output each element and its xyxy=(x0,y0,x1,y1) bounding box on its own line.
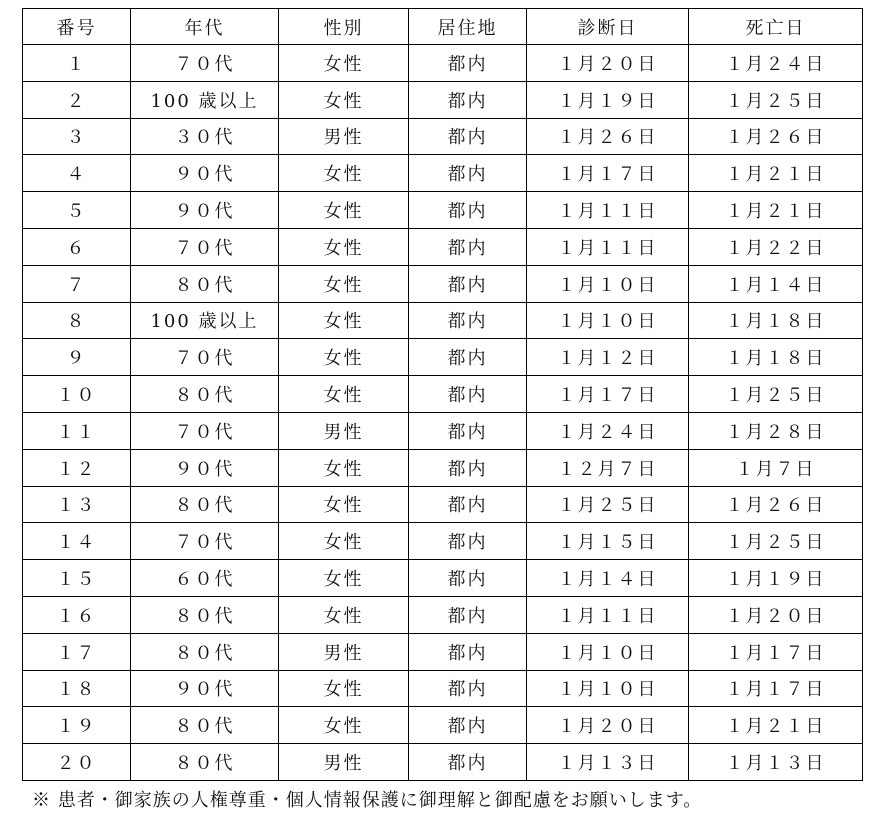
cell-age-group: 100 歳以上 xyxy=(131,302,279,339)
cell-number: １ xyxy=(23,45,131,82)
cell-residence: 都内 xyxy=(409,376,527,413)
cell-death-date: １月２５日 xyxy=(689,523,863,560)
cell-number: １７ xyxy=(23,633,131,670)
cell-number: ３ xyxy=(23,118,131,155)
table-row xyxy=(23,670,863,707)
cell-number: ５ xyxy=(23,192,131,229)
cell-diagnosis-date: １月２４日 xyxy=(527,412,689,449)
cases-table-container xyxy=(22,8,862,781)
cell-number: １０ xyxy=(23,376,131,413)
cell-sex: 女性 xyxy=(279,228,409,265)
header-residence: 居住地 xyxy=(409,9,527,45)
table-row xyxy=(23,302,863,339)
cell-diagnosis-date: １月１１日 xyxy=(527,596,689,633)
cell-age-group: ８０代 xyxy=(131,707,279,744)
table-row xyxy=(23,155,863,192)
cell-age-group: ９０代 xyxy=(131,192,279,229)
cell-sex: 女性 xyxy=(279,45,409,82)
cell-death-date: １月１４日 xyxy=(689,265,863,302)
cell-number: １５ xyxy=(23,560,131,597)
cell-diagnosis-date: １月２０日 xyxy=(527,707,689,744)
cell-residence: 都内 xyxy=(409,302,527,339)
cell-age-group: 100 歳以上 xyxy=(131,81,279,118)
cell-residence: 都内 xyxy=(409,81,527,118)
cell-sex: 女性 xyxy=(279,560,409,597)
cell-sex: 女性 xyxy=(279,302,409,339)
cell-residence: 都内 xyxy=(409,523,527,560)
header-sex: 性別 xyxy=(279,9,409,45)
cell-age-group: ７０代 xyxy=(131,228,279,265)
cell-number: １４ xyxy=(23,523,131,560)
cell-age-group: ７０代 xyxy=(131,45,279,82)
cell-diagnosis-date: １月１４日 xyxy=(527,560,689,597)
cell-sex: 女性 xyxy=(279,265,409,302)
header-diagnosis-date: 診断日 xyxy=(527,9,689,45)
cell-number: １６ xyxy=(23,596,131,633)
cell-death-date: １月２２日 xyxy=(689,228,863,265)
cell-number: ８ xyxy=(23,302,131,339)
cell-death-date: １月１７日 xyxy=(689,670,863,707)
table-row xyxy=(23,523,863,560)
table-row xyxy=(23,376,863,413)
cell-residence: 都内 xyxy=(409,192,527,229)
cell-age-group: ８０代 xyxy=(131,744,279,781)
cell-sex: 女性 xyxy=(279,339,409,376)
cell-death-date: １月２６日 xyxy=(689,118,863,155)
cell-age-group: ６０代 xyxy=(131,560,279,597)
table-row xyxy=(23,265,863,302)
cell-residence: 都内 xyxy=(409,118,527,155)
cell-age-group: ８０代 xyxy=(131,376,279,413)
cell-age-group: ７０代 xyxy=(131,523,279,560)
cell-diagnosis-date: １２月７日 xyxy=(527,449,689,486)
table-row xyxy=(23,81,863,118)
cell-residence: 都内 xyxy=(409,412,527,449)
cell-sex: 女性 xyxy=(279,670,409,707)
cell-residence: 都内 xyxy=(409,265,527,302)
cell-residence: 都内 xyxy=(409,670,527,707)
cell-sex: 女性 xyxy=(279,376,409,413)
cell-diagnosis-date: １月２６日 xyxy=(527,118,689,155)
cell-age-group: ３０代 xyxy=(131,118,279,155)
cell-death-date: １月２１日 xyxy=(689,155,863,192)
cell-sex: 女性 xyxy=(279,155,409,192)
cell-death-date: １月２１日 xyxy=(689,707,863,744)
table-row xyxy=(23,486,863,523)
cell-diagnosis-date: １月１９日 xyxy=(527,81,689,118)
cell-sex: 女性 xyxy=(279,707,409,744)
table-row xyxy=(23,118,863,155)
footnote: ※ 患者・御家族の人権尊重・個人情報保護に御理解と御配慮をお願いします。 xyxy=(32,790,703,811)
cell-number: １２ xyxy=(23,449,131,486)
cell-number: １９ xyxy=(23,707,131,744)
cell-residence: 都内 xyxy=(409,744,527,781)
table-row xyxy=(23,192,863,229)
cell-death-date: １月２６日 xyxy=(689,486,863,523)
cell-death-date: １月７日 xyxy=(689,449,863,486)
cell-sex: 男性 xyxy=(279,412,409,449)
table-header-row xyxy=(23,9,863,45)
cell-death-date: １月１８日 xyxy=(689,339,863,376)
cell-diagnosis-date: １月１７日 xyxy=(527,155,689,192)
cell-age-group: ７０代 xyxy=(131,412,279,449)
cell-death-date: １月２４日 xyxy=(689,45,863,82)
cell-residence: 都内 xyxy=(409,449,527,486)
cell-residence: 都内 xyxy=(409,707,527,744)
cell-number: １３ xyxy=(23,486,131,523)
cell-death-date: １月１８日 xyxy=(689,302,863,339)
cell-number: １８ xyxy=(23,670,131,707)
cell-diagnosis-date: １月１０日 xyxy=(527,302,689,339)
table-row xyxy=(23,596,863,633)
cell-sex: 女性 xyxy=(279,523,409,560)
cell-diagnosis-date: １月１１日 xyxy=(527,192,689,229)
cell-number: ４ xyxy=(23,155,131,192)
cell-diagnosis-date: １月２５日 xyxy=(527,486,689,523)
cell-sex: 男性 xyxy=(279,744,409,781)
table-row xyxy=(23,633,863,670)
cell-sex: 男性 xyxy=(279,633,409,670)
cell-death-date: １月１３日 xyxy=(689,744,863,781)
cell-sex: 男性 xyxy=(279,118,409,155)
cell-residence: 都内 xyxy=(409,155,527,192)
cell-number: １１ xyxy=(23,412,131,449)
table-row xyxy=(23,560,863,597)
cell-death-date: １月２５日 xyxy=(689,376,863,413)
cell-sex: 女性 xyxy=(279,486,409,523)
cell-residence: 都内 xyxy=(409,633,527,670)
cell-age-group: ８０代 xyxy=(131,633,279,670)
cell-residence: 都内 xyxy=(409,45,527,82)
table-row xyxy=(23,707,863,744)
cell-number: ６ xyxy=(23,228,131,265)
cell-sex: 女性 xyxy=(279,192,409,229)
cell-diagnosis-date: １月１０日 xyxy=(527,670,689,707)
cell-age-group: ９０代 xyxy=(131,155,279,192)
cell-number: ７ xyxy=(23,265,131,302)
cell-age-group: ８０代 xyxy=(131,596,279,633)
cell-number: ２０ xyxy=(23,744,131,781)
cell-diagnosis-date: １月１３日 xyxy=(527,744,689,781)
cases-table xyxy=(22,8,863,781)
cell-diagnosis-date: １月１０日 xyxy=(527,265,689,302)
cell-residence: 都内 xyxy=(409,228,527,265)
cell-diagnosis-date: １月２０日 xyxy=(527,45,689,82)
cell-death-date: １月２８日 xyxy=(689,412,863,449)
cell-diagnosis-date: １月１７日 xyxy=(527,376,689,413)
cell-death-date: １月１７日 xyxy=(689,633,863,670)
cell-sex: 女性 xyxy=(279,81,409,118)
cell-residence: 都内 xyxy=(409,486,527,523)
table-row xyxy=(23,45,863,82)
header-age-group: 年代 xyxy=(131,9,279,45)
cell-diagnosis-date: １月１２日 xyxy=(527,339,689,376)
table-row xyxy=(23,412,863,449)
cell-age-group: ８０代 xyxy=(131,265,279,302)
table-row xyxy=(23,228,863,265)
cell-death-date: １月２５日 xyxy=(689,81,863,118)
cell-age-group: ８０代 xyxy=(131,486,279,523)
cell-number: ９ xyxy=(23,339,131,376)
cell-residence: 都内 xyxy=(409,596,527,633)
cell-death-date: １月２１日 xyxy=(689,192,863,229)
cell-residence: 都内 xyxy=(409,339,527,376)
table-row xyxy=(23,339,863,376)
cell-death-date: １月２０日 xyxy=(689,596,863,633)
header-number: 番号 xyxy=(23,9,131,45)
cell-residence: 都内 xyxy=(409,560,527,597)
cell-age-group: ７０代 xyxy=(131,339,279,376)
header-death-date: 死亡日 xyxy=(689,9,863,45)
cell-death-date: １月１９日 xyxy=(689,560,863,597)
cell-age-group: ９０代 xyxy=(131,670,279,707)
cell-age-group: ９０代 xyxy=(131,449,279,486)
table-row xyxy=(23,449,863,486)
cell-sex: 女性 xyxy=(279,449,409,486)
table-row xyxy=(23,744,863,781)
cell-sex: 女性 xyxy=(279,596,409,633)
cell-number: ２ xyxy=(23,81,131,118)
cell-diagnosis-date: １月１１日 xyxy=(527,228,689,265)
cell-diagnosis-date: １月１０日 xyxy=(527,633,689,670)
cell-diagnosis-date: １月１５日 xyxy=(527,523,689,560)
